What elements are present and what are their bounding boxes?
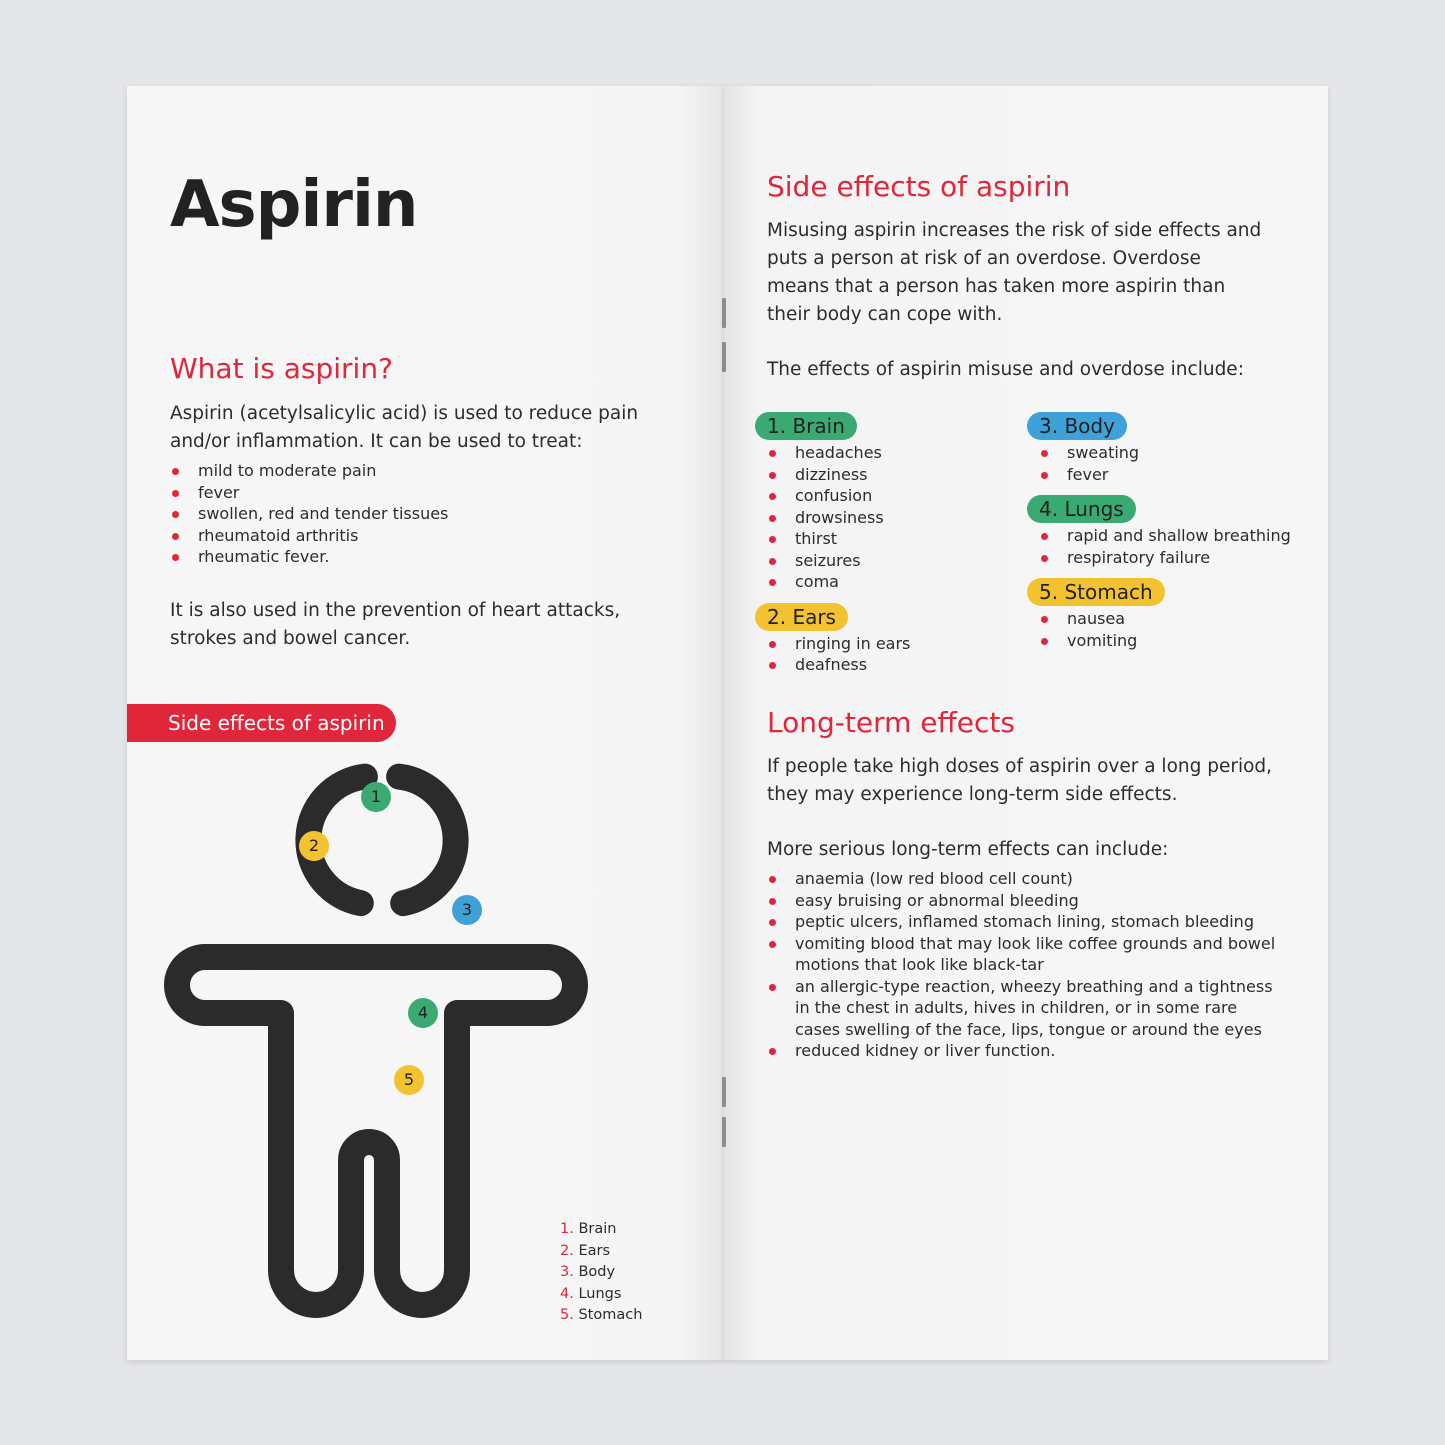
list-item: drowsiness — [767, 507, 1005, 529]
effects-intro: The effects of aspirin misuse and overdose include: — [767, 359, 1244, 380]
list-item: respiratory failure — [1039, 547, 1317, 569]
list-item: rheumatoid arthritis — [170, 525, 630, 547]
what-is-heading: What is aspirin? — [170, 352, 393, 385]
list-item: deafness — [767, 654, 1005, 676]
list-item: easy bruising or abnormal bleeding — [767, 890, 1277, 912]
group-stomach — [1027, 578, 1317, 651]
staple-top-2 — [722, 342, 726, 372]
prevention-text: It is also used in the prevention of heart attacks, strokes and bowel cancer. — [170, 600, 621, 649]
list-item: seizures — [767, 550, 1005, 572]
long-term-heading: Long-term effects — [767, 706, 1015, 739]
long-term-list — [767, 868, 1277, 1062]
list-item: fever — [170, 482, 630, 504]
legend-item: 1. Brain — [560, 1221, 617, 1237]
list-item: vomiting blood that may look like coffee grounds and bowel motions that look like black-tar — [767, 933, 1277, 976]
list-item: dizziness — [767, 464, 1005, 486]
head-right-arc — [399, 777, 456, 904]
marker-stomach: 5 — [394, 1065, 424, 1095]
effects-column-right — [1027, 412, 1317, 661]
list-item: rapid and shallow breathing — [1039, 525, 1317, 547]
side-effects-paragraph: Misusing aspirin increases the risk of side effects and puts a person at risk of an overdose. Overdose means that a person has taken more aspirin than their body can cope with. — [767, 220, 1262, 325]
marker-lungs: 4 — [408, 998, 438, 1028]
list-item: ringing in ears — [767, 633, 1005, 655]
figure-legend — [560, 1219, 642, 1327]
list-item: rheumatic fever. — [170, 546, 630, 568]
legend-item: 3. Body — [560, 1264, 616, 1280]
legend-item: 4. Lungs — [560, 1285, 622, 1302]
list-item: confusion — [767, 485, 1005, 507]
list-item: swollen, red and tender tissues — [170, 503, 630, 525]
group-brain — [755, 412, 1005, 593]
group-body — [1027, 412, 1317, 485]
staple-top-1 — [722, 298, 726, 328]
side-effects-heading: Side effects of aspirin — [767, 170, 1071, 203]
list-item: reduced kidney or liver function. — [767, 1040, 1277, 1062]
pill-brain: 1. Brain — [755, 412, 857, 440]
group-lungs — [1027, 495, 1317, 568]
torso-outline — [177, 957, 575, 1305]
list-item: an allergic-type reaction, wheezy breathing and a tightness in the chest in adults, hives in children, or in some rare cases swelling of the face, lips, tongue or around the eyes — [767, 976, 1277, 1041]
page-title: Aspirin — [170, 168, 418, 242]
marker-ears: 2 — [299, 831, 329, 861]
effects-column-left — [755, 412, 1005, 686]
list-item: nausea — [1039, 608, 1317, 630]
list-item: peptic ulcers, inflamed stomach lining, stomach bleeding — [767, 911, 1277, 933]
legend-item: 2. Ears — [560, 1242, 611, 1259]
what-is-intro: Aspirin (acetylsalicylic acid) is used to reduce pain and/or inflammation. It can be used to treat: — [170, 403, 639, 452]
group-ears — [755, 603, 1005, 676]
pill-stomach: 5. Stomach — [1027, 578, 1165, 606]
pill-lungs: 4. Lungs — [1027, 495, 1136, 523]
list-item: anaemia (low red blood cell count) — [767, 868, 1277, 890]
legend-item: 5. Stomach — [560, 1307, 643, 1323]
side-effects-banner: Side effects of aspirin — [127, 704, 396, 742]
list-item: fever — [1039, 464, 1317, 486]
list-item: headaches — [767, 442, 1005, 464]
long-term-paragraph: If people take high doses of aspirin over a long period, they may experience long-term side effects. — [767, 756, 1273, 805]
long-term-intro: More serious long-term effects can include: — [767, 839, 1169, 860]
pill-ears: 2. Ears — [755, 603, 848, 631]
pill-body: 3. Body — [1027, 412, 1127, 440]
list-item: sweating — [1039, 442, 1317, 464]
list-item: coma — [767, 571, 1005, 593]
list-item: mild to moderate pain — [170, 460, 630, 482]
list-item: vomiting — [1039, 630, 1317, 652]
marker-body: 3 — [452, 895, 482, 925]
list-item: thirst — [767, 528, 1005, 550]
marker-brain: 1 — [361, 782, 391, 812]
uses-list — [170, 460, 630, 568]
